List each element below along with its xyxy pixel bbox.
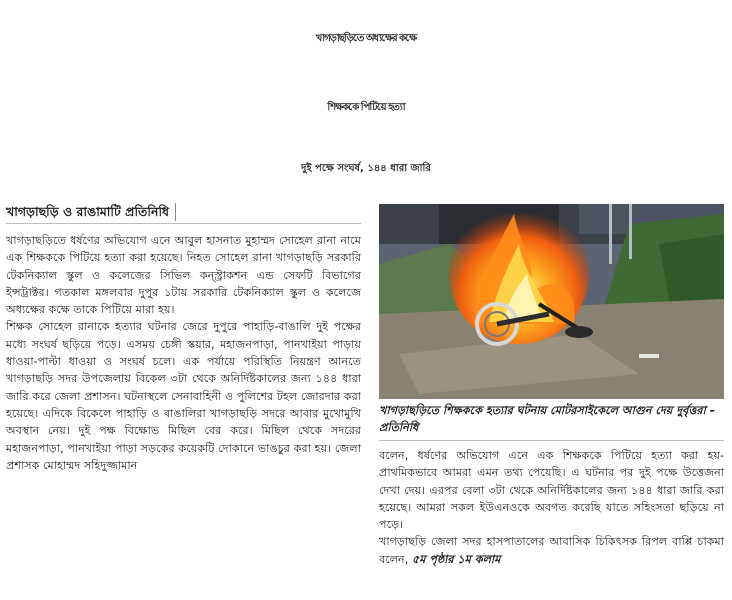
continuation-link[interactable]: ৫ম পৃষ্ঠার ১ম কলাম (411, 552, 501, 566)
article-column-left (6, 232, 361, 474)
subheadline: দুই পক্ষে সংঘর্ষ, ১৪৪ ধারা জারি (301, 163, 431, 174)
byline: খাগড়াছড়ি ও রাঙামাটি প্রতিনিধি (6, 203, 176, 221)
article-paragraph-1: খাগড়াছড়িতে ধর্ষণের অভিযোগ এনে আবুল হাসনাত মুহাম্মদ সোহেল রানা নামে এক শিক্ষককে পিটিয়ে হত্যা করা হয়েছে। নিহত সোহেল রানা খাগড়াছড়ি সরকারি টেকনিক্যাল স্কুল ও কলেজের সিভিল কন্স্ট্রাকশন এন্ড সেফটি বিভাগের ইন্সট্রাক্টর। গতকাল মঙ্গলবার দুপুর ১টায় সরকারি টেকনিক্যাল স্কুল ও কলেজে অধ্যক্ষের কক্ষে তাকে পিটিয়ে মারা হয়। (6, 234, 361, 317)
article-paragraph-4 (379, 533, 724, 568)
photo-caption: খাগড়াছড়িতে শিক্ষককে হত্যার ঘটনায় মোটরসাইকেলে আগুন দেয় দুর্বৃত্তরা –প্রতিনিধি (379, 404, 716, 434)
headline-line-2: শিক্ষককে পিটিয়ে হত্যা (327, 102, 405, 113)
byline-divider (6, 223, 361, 224)
news-photo (379, 204, 724, 399)
article-paragraph-2: শিক্ষক সোহেল রানাকে হত্যার ঘটনার জেরে দুপুরে পাহাড়ি-বাঙালি দুই পক্ষের মধ্যে সংঘর্ষ ছড়িয়ে পড়ে। এসময় চেঙ্গী স্কয়ার, মহাজনপাড়া, পানখাইয়া পাড়ায় ধাওয়া-পাল্টা ধাওয়া ও সংঘর্ষ চলে। এক পর্যায়ে পরিস্থিতি নিয়ন্ত্রণ আনতে খাগড়াছড়ি সদর উপজেলায় বিকেল ৩টা থেকে অনির্দিষ্টকালের জন্য ১৪৪ ধারা জারি করে জেলা প্রশাসন। ঘটনাস্থলে সেনাবাহিনী ও পুলিশের টহল জোরদার করা হয়েছে। এদিকে বিকেলে পাহাড়ি ও বাঙালিরা খাগড়াছড়ি সদরে আবার মুখোমুখি অবস্থান নেয়। দুই পক্ষ বিক্ষোভ মিছিল বের করে। মিছিল থেকে সদরের মহাজনপাড়া, পানখাইয়া পাড়া সড়কের কয়েকটি দোকানে ভাঙচুর করা হয়। জেলা প্রশাসক মোহাম্মদ সহিদুজ্জামান (6, 320, 361, 472)
caption-divider (379, 440, 724, 441)
headline-line-1: খাগড়াছড়িতে অধ্যক্ষের কক্ষে (315, 33, 417, 44)
article-paragraph-3: বলেন, ধর্ষণের অভিযোগ এনে এক শিক্ষককে পিটিয়ে হত্যা করা হয়- প্রাথমিকভাবে আমরা এমন তথ্য পেয়েছি। এ ঘটনার পর দুই পক্ষে উত্তেজনা দেখা দেয়। এরপর বেলা ৩টা থেকে অনির্দিষ্টকালের জন্য ১৪৪ ধারা জারি করা হয়েছে। আমরা সকল ইউএনওকে অবগত করেছি যাতে সহিংসতা ছড়িয়ে না পড়ে। (379, 449, 724, 532)
burning-motorcycle-photo (379, 204, 724, 399)
article-column-right (379, 447, 724, 568)
article-paragraph-4-text: খাগড়াছড়ি জেলা সদর হাসপাতালের আবাসিক চিকিৎসক রিপল বাপ্পি চাকমা বলেন, (379, 535, 724, 566)
